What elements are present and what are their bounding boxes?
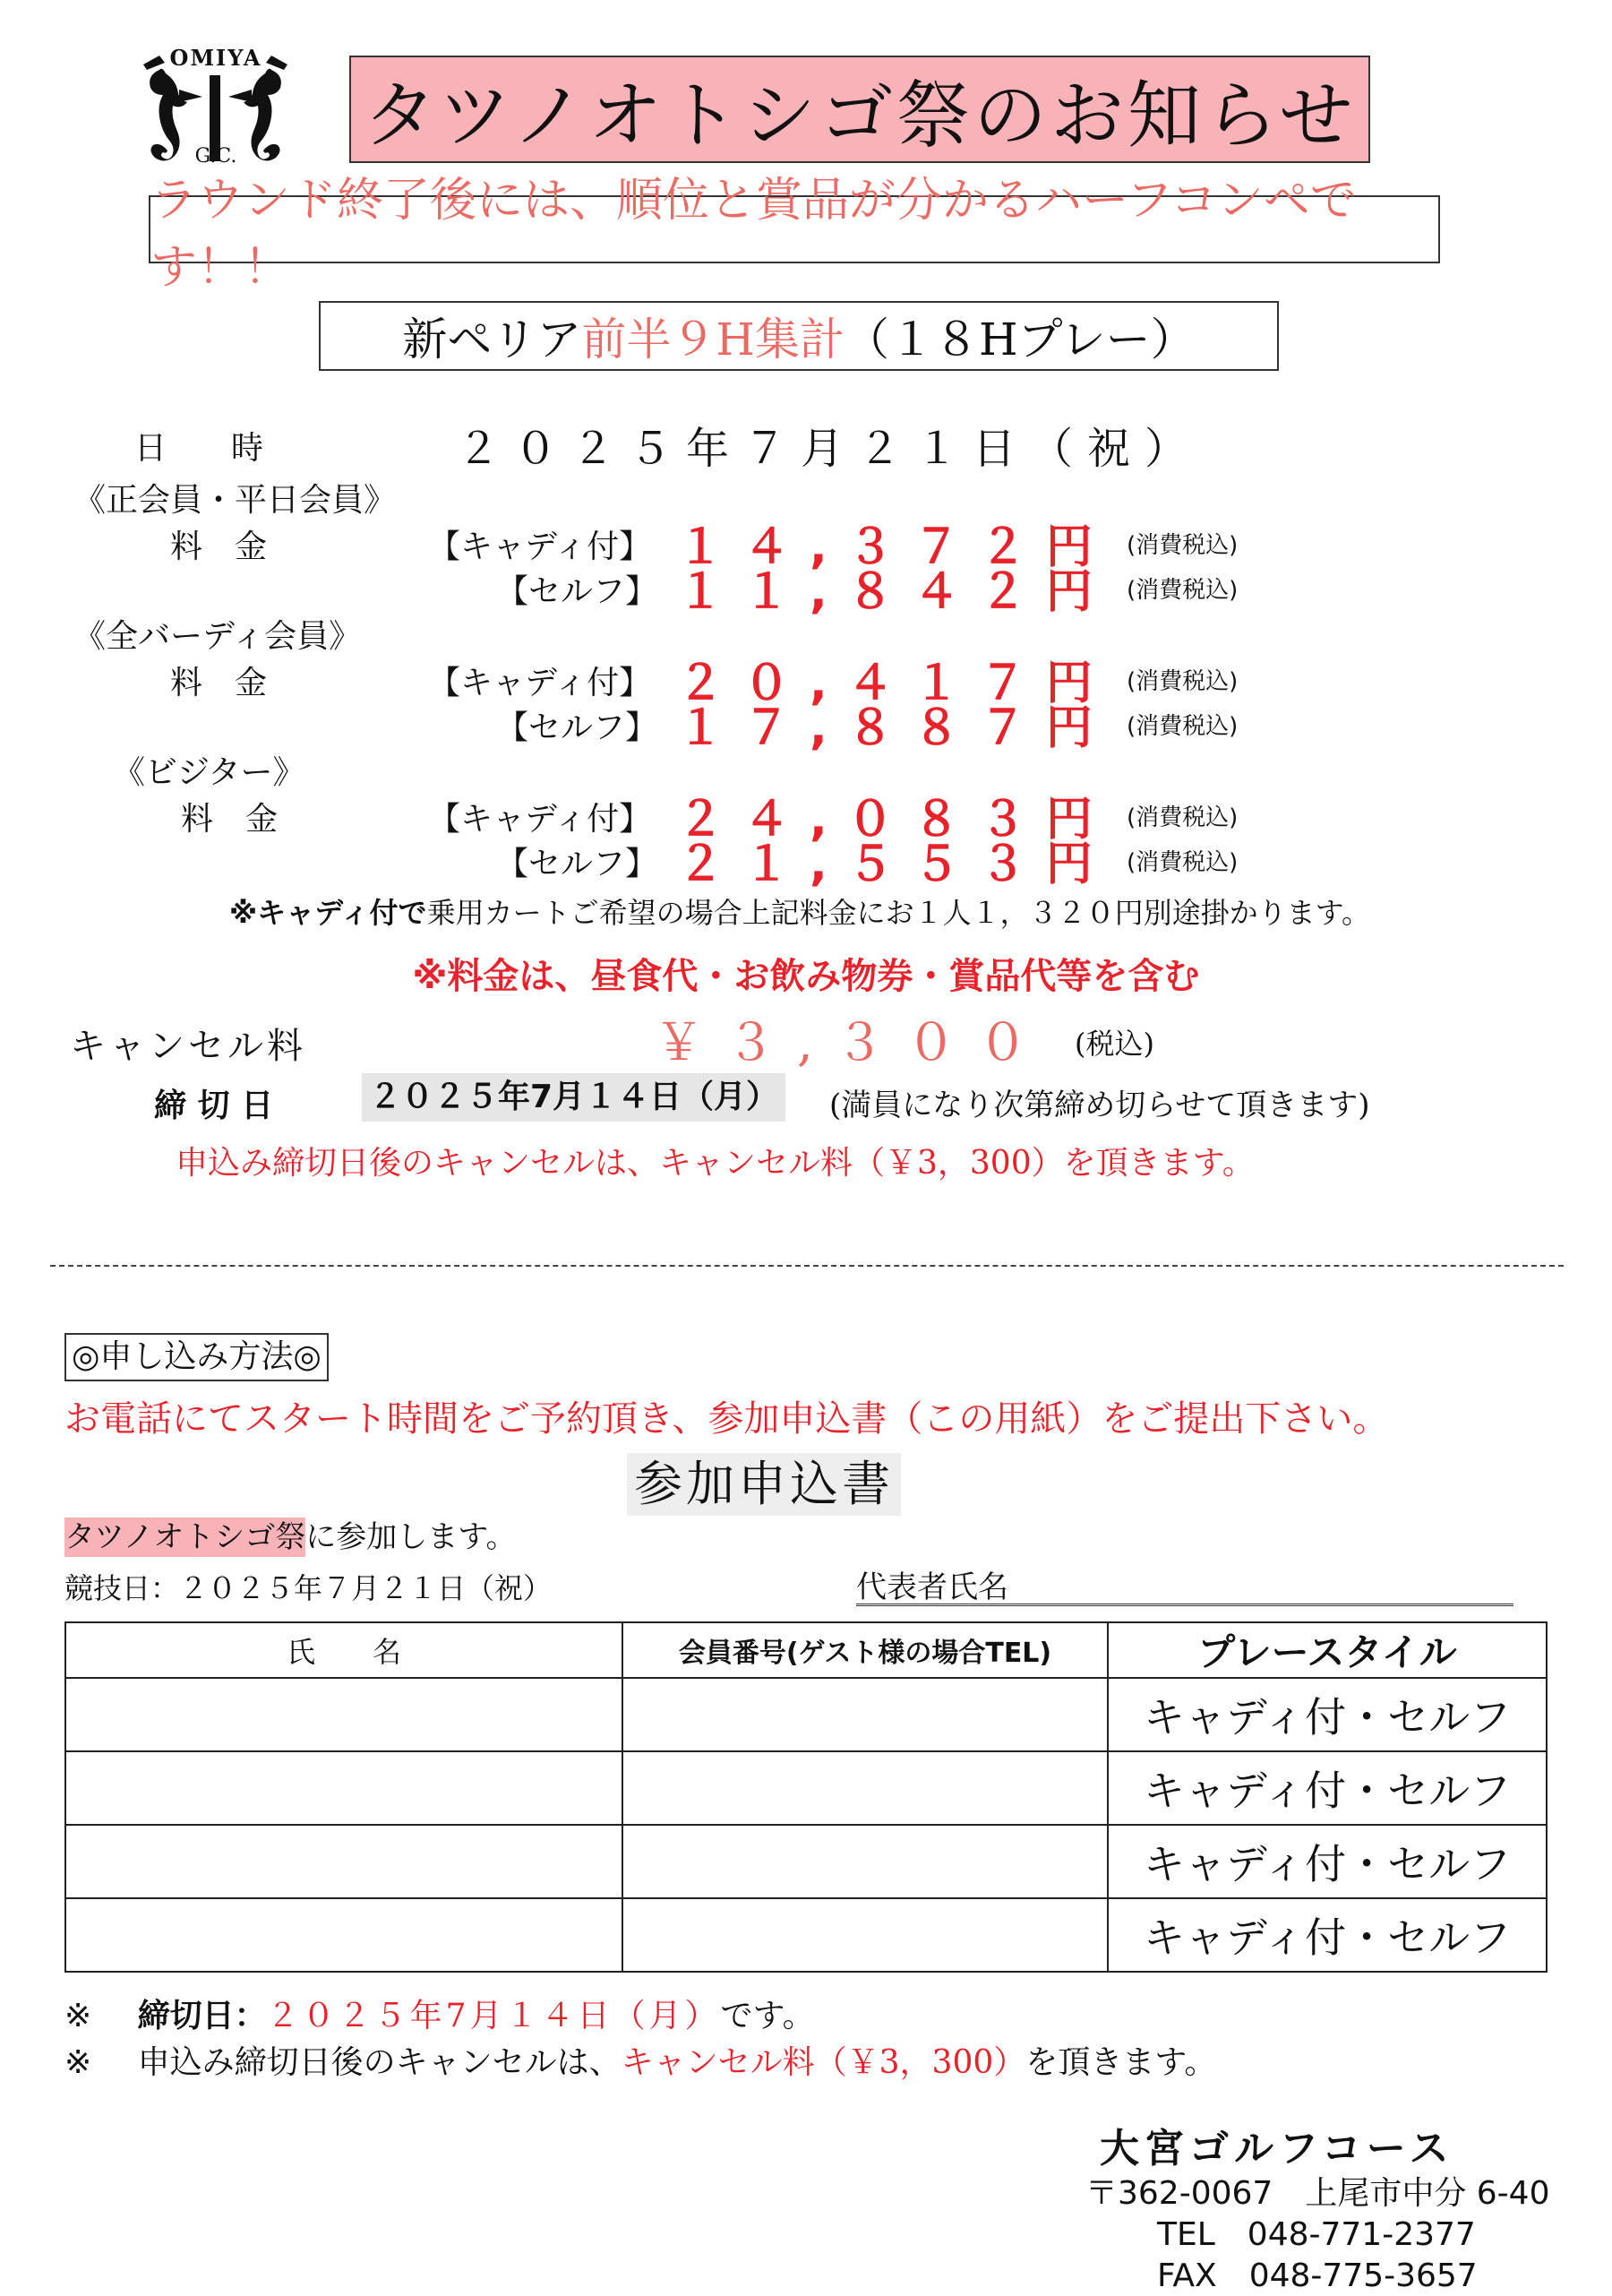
- fee-tax: (消費税込): [1127, 577, 1239, 604]
- col-play-style-header: プレースタイル: [1108, 1622, 1547, 1678]
- table-row: [65, 1898, 1547, 1972]
- fee-type-caddie: 【キャディ付】: [428, 801, 652, 838]
- cancel-fee-value: ￥３,３００: [654, 1014, 1050, 1072]
- fee-price: ２４,０８３円: [677, 793, 1112, 847]
- fee-price: ２０,４１７円: [677, 657, 1112, 710]
- member-number-cell[interactable]: [622, 1678, 1108, 1751]
- participate-highlight: タツノオトシゴ祭: [64, 1519, 306, 1555]
- deadline-note: (満員になり次第締め切らせて頂きます): [829, 1088, 1370, 1123]
- application-method-label: ◎申し込み方法◎: [64, 1333, 329, 1381]
- footer-note-mark: ※: [64, 1998, 92, 2034]
- logo-bottom-text: G.C.: [194, 145, 237, 168]
- fee-label-regular: 料 金: [170, 529, 268, 565]
- footer-note-deadline: [64, 1991, 815, 2036]
- member-number-cell[interactable]: [622, 1751, 1108, 1825]
- competition-date: 競技日：２０２５年７月２１日（祝）: [64, 1571, 553, 1605]
- representative-field[interactable]: [856, 1562, 1513, 1606]
- logo-top-text: OMIYA: [169, 45, 262, 71]
- form-title: 参加申込書: [627, 1453, 901, 1516]
- fee-label-birdie: 料 金: [170, 665, 268, 701]
- page-title-text: タツノオトシゴ祭のお知らせ: [363, 73, 1357, 159]
- fee-type-caddie: 【キャディ付】: [428, 529, 652, 565]
- footer-note-cancel-post: を頂きます。: [1025, 2044, 1217, 2081]
- fee-group-birdie: 《全バーディ会員》: [73, 618, 362, 655]
- name-cell[interactable]: [65, 1825, 622, 1898]
- participate-rest: に参加します。: [305, 1519, 517, 1555]
- format-part3: （１８Hプレー）: [845, 314, 1196, 365]
- footer-note-cancel: [64, 2037, 1216, 2083]
- application-method-text: お電話にてスタート時間をご予約頂き、参加申込書（この用紙）をご提出下さい。: [64, 1398, 1389, 1440]
- cart-note-rest: 乗用カートご希望の場合上記料金にお１人１，３２０円別途掛かります。: [426, 896, 1371, 930]
- club-tel: TEL 048-771-2377: [1157, 2216, 1476, 2253]
- table-header-row: [65, 1622, 1547, 1678]
- name-cell[interactable]: [65, 1898, 622, 1972]
- deadline-label: 締 切 日: [154, 1088, 274, 1124]
- fee-price: ２１,５５３円: [677, 838, 1112, 891]
- page-title: [349, 56, 1370, 163]
- table-row: [65, 1678, 1547, 1751]
- fee-tax: (消費税込): [1127, 713, 1239, 740]
- subtitle-text: ラウンド終了後には、順位と賞品が分かるハーフコンペです！！: [150, 174, 1357, 295]
- cart-note-bold: ※キャディ付で: [229, 896, 427, 930]
- representative-label: 代表者氏名: [856, 1569, 1008, 1605]
- fee-label-visitor: 料 金: [181, 801, 279, 838]
- fee-type-caddie: 【キャディ付】: [428, 665, 652, 701]
- footer-note-cancel-red: キャンセル料（￥3，300）: [621, 2044, 1026, 2081]
- application-table: [64, 1621, 1548, 1973]
- fee-price: １４,３７２円: [677, 520, 1112, 574]
- cancel-fee-tax: (税込): [1075, 1027, 1154, 1061]
- includes-note: ※料金は、昼食代・お飲み物券・賞品代等を含む: [412, 956, 1200, 997]
- footer-note-mark: ※: [64, 2044, 92, 2081]
- footer-note-deadline-value: ２０２５年7月１４日（月）: [266, 1998, 721, 2034]
- fee-type-self: 【セルフ】: [496, 846, 658, 882]
- fee-group-regular: 《正会員・平日会員》: [73, 482, 397, 519]
- participate-line: [64, 1512, 517, 1556]
- fee-tax: (消費税込): [1127, 668, 1239, 695]
- member-number-cell[interactable]: [622, 1898, 1108, 1972]
- fee-type-self: 【セルフ】: [496, 573, 658, 610]
- footer-note-deadline-label: 締切日：: [137, 1998, 267, 2034]
- fee-price: １７,８８７円: [677, 701, 1112, 755]
- footer-note-cancel-pre: 申込み締切日後のキャンセルは、: [137, 2044, 622, 2081]
- name-cell[interactable]: [65, 1678, 622, 1751]
- footer-note-deadline-rest: です。: [720, 1998, 815, 2034]
- fee-group-visitor: 《ビジター》: [113, 754, 305, 791]
- club-name: 大宮ゴルフコース: [1100, 2126, 1454, 2171]
- col-member-number-header: 会員番号(ゲスト様の場合TEL): [622, 1622, 1108, 1678]
- fee-type-self: 【セルフ】: [496, 709, 658, 746]
- date-label: 日 時: [134, 430, 264, 467]
- club-address: 〒362-0067 上尾市中分 6-40: [1085, 2175, 1550, 2212]
- cancel-policy: 申込み締切日後のキャンセルは、キャンセル料（￥3，300）を頂きます。: [176, 1145, 1255, 1182]
- fee-price: １１,８４２円: [677, 565, 1112, 619]
- cancel-fee-label: キャンセル料: [70, 1026, 306, 1067]
- club-fax: FAX 048-775-3657: [1157, 2257, 1478, 2294]
- cut-line-divider: [50, 1265, 1564, 1267]
- club-logo: [124, 45, 307, 175]
- table-row: [65, 1751, 1547, 1825]
- table-row: [65, 1825, 1547, 1898]
- format-part2: 前半９H集計: [581, 314, 845, 365]
- play-style-cell[interactable]: キャディ付・セルフ: [1108, 1751, 1547, 1825]
- play-style-cell[interactable]: キャディ付・セルフ: [1108, 1678, 1547, 1751]
- col-name-header: 氏 名: [65, 1622, 622, 1678]
- deadline-value: ２０２５年7月１４日（月）: [362, 1073, 785, 1122]
- cart-note: [229, 890, 1370, 932]
- member-number-cell[interactable]: [622, 1825, 1108, 1898]
- format-box: [319, 301, 1279, 371]
- play-style-cell[interactable]: キャディ付・セルフ: [1108, 1898, 1547, 1972]
- fee-tax: (消費税込): [1127, 532, 1239, 559]
- fee-tax: (消費税込): [1127, 849, 1239, 876]
- format-part1: 新ペリア: [402, 314, 582, 365]
- play-style-cell[interactable]: キャディ付・セルフ: [1108, 1825, 1547, 1898]
- name-cell[interactable]: [65, 1751, 622, 1825]
- date-value: ２０２５年７月２１日（祝）: [457, 424, 1203, 474]
- fee-tax: (消費税込): [1127, 804, 1239, 831]
- subtitle-banner: [149, 174, 1440, 295]
